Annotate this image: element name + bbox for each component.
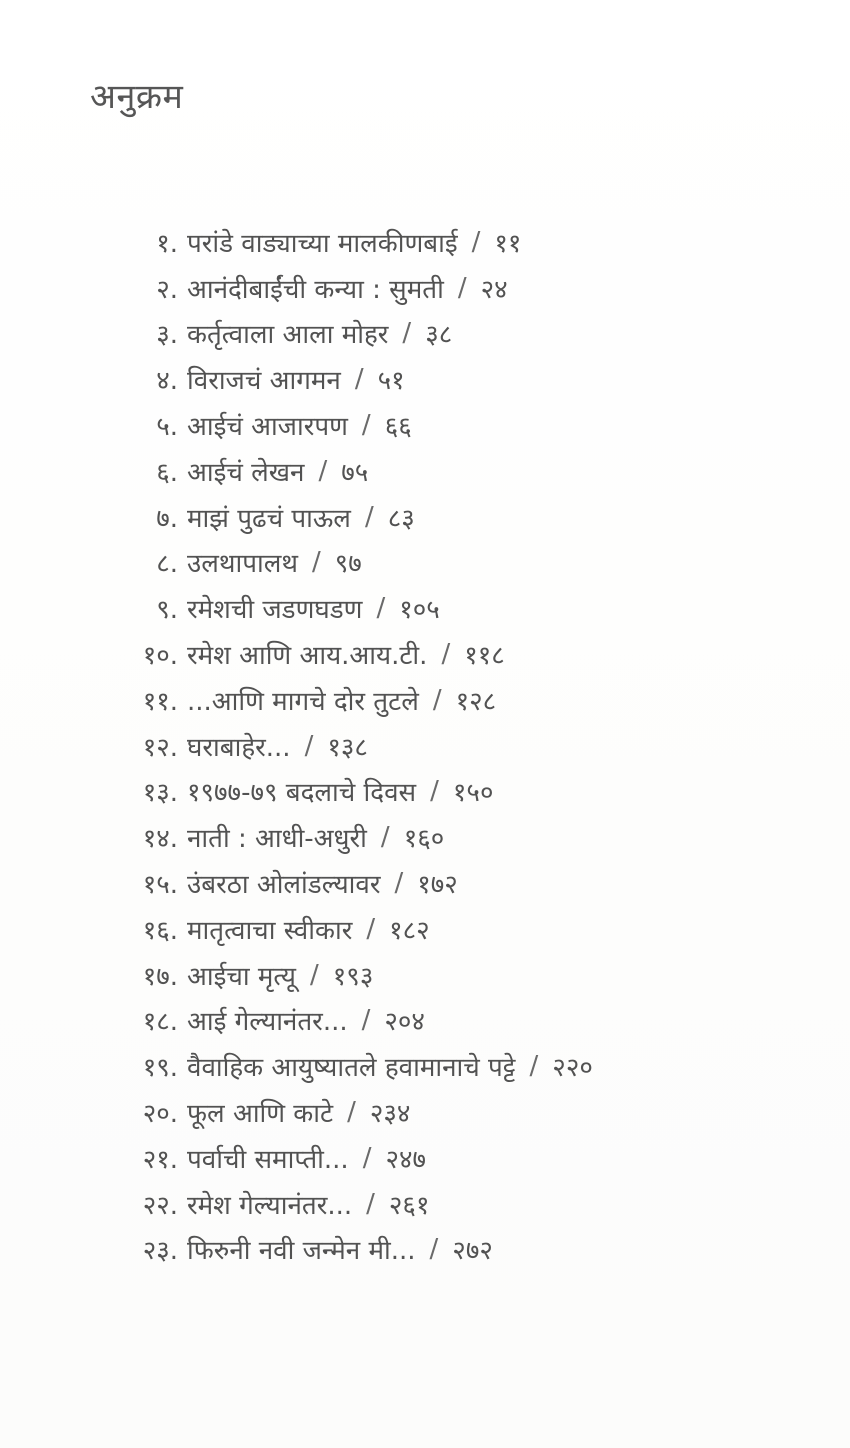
chapter-page-number: १२८ [455,686,497,717]
chapter-title: आई गेल्यानंतर... [187,1007,348,1038]
separator-slash: / [364,501,374,532]
toc-row [0,1089,850,1135]
toc-row [0,219,850,265]
chapter-page-number: २६१ [388,1190,430,1221]
chapter-number: २२. [142,1190,178,1221]
toc-row [0,906,850,952]
chapter-number: ६. [156,457,178,488]
chapter-page-number: ११ [494,228,522,259]
chapter-number: २१. [142,1144,178,1175]
chapter-number: १७. [142,961,178,992]
toc-row [0,494,850,540]
chapter-number: १४. [142,824,178,855]
chapter-page-number: ९७ [334,549,362,580]
chapter-page-number: २३४ [369,1099,411,1130]
chapter-number: ४. [156,366,178,397]
toc-row [0,448,850,494]
chapter-title: पर्वाची समाप्ती... [187,1144,349,1175]
separator-slash: / [362,1142,372,1173]
separator-slash: / [529,1051,539,1082]
toc-row [0,1227,850,1273]
separator-slash: / [354,364,364,395]
chapter-number: १५. [142,870,178,901]
toc-row [0,356,850,402]
chapter-title: आनंदीबाईंची कन्या : सुमती [187,274,444,305]
toc-row [0,952,850,998]
separator-slash: / [366,913,376,944]
toc-row [0,998,850,1044]
chapter-page-number: २०४ [384,1007,425,1038]
chapter-page-number: १३८ [327,732,368,763]
chapter-title: परांडे वाड्याच्या मालकीणबाई [187,228,458,259]
chapter-number: ९. [156,595,178,626]
toc-row [0,1135,850,1181]
table-of-contents [0,219,850,1272]
separator-slash: / [432,684,442,715]
separator-slash: / [361,410,371,441]
chapter-title: नाती : आधी-अधुरी [187,824,367,855]
chapter-number: २०. [142,1099,178,1130]
chapter-title: ...आणि मागचे दोर तुटले [187,686,419,717]
chapter-page-number: ६६ [384,412,412,443]
chapter-title: रमेश आणि आय.आय.टी. [187,641,428,672]
toc-row [0,540,850,586]
chapter-page-number: ११८ [464,641,505,672]
chapter-page-number: १७२ [417,870,458,901]
chapter-number: १९. [142,1053,178,1084]
chapter-title: विराजचं आगमन [187,366,341,397]
chapter-title: आईचं आजारपण [187,412,348,443]
chapter-page-number: १६० [403,824,445,855]
toc-row [0,311,850,357]
separator-slash: / [310,959,319,990]
page-title: अनुक्रम [90,77,184,117]
chapter-page-number: ५१ [377,366,405,397]
chapter-page-number: १९३ [332,961,374,992]
separator-slash: / [441,639,451,670]
chapter-number: १३. [142,778,178,809]
toc-row [0,860,850,906]
separator-slash: / [376,593,386,624]
chapter-title: कर्तृत्वाला आला मोहर [187,320,389,351]
chapter-page-number: १०५ [399,595,440,626]
toc-row [0,402,850,448]
chapter-number: १८. [142,1007,178,1038]
chapter-title: माझं पुढचं पाऊल [187,503,351,534]
separator-slash: / [394,868,404,899]
separator-slash: / [311,547,321,578]
chapter-title: फिरुनी नवी जन्मेन मी... [187,1236,416,1267]
chapter-page-number: १५० [452,778,494,809]
separator-slash: / [429,1234,439,1265]
chapter-page-number: ७५ [341,457,369,488]
chapter-title: रमेश गेल्यानंतर... [187,1190,353,1221]
chapter-title: घराबाहेर... [187,732,291,763]
separator-slash: / [430,776,439,807]
chapter-number: ११. [142,686,178,717]
chapter-title: १९७७-७९ बदलाचे दिवस [187,778,417,809]
separator-slash: / [457,272,467,303]
chapter-number: २३. [142,1236,178,1267]
toc-row [0,723,850,769]
chapter-number: ८. [156,549,178,580]
separator-slash: / [318,455,328,486]
chapter-number: १०. [142,641,178,672]
separator-slash: / [347,1097,356,1128]
chapter-number: ५. [156,412,178,443]
chapter-page-number: २२० [552,1053,593,1084]
toc-row [0,265,850,311]
chapter-page-number: ३८ [425,320,453,351]
chapter-page-number: २४७ [385,1144,427,1175]
chapter-number: २. [156,274,178,305]
toc-row [0,1181,850,1227]
chapter-page-number: १८२ [389,915,430,946]
chapter-number: १६. [142,915,178,946]
toc-row [0,677,850,723]
separator-slash: / [402,318,412,349]
chapter-page-number: २४ [480,274,508,305]
chapter-title: रमेशची जडणघडण [187,595,363,626]
separator-slash: / [380,822,390,853]
chapter-number: ७. [156,503,178,534]
toc-row [0,814,850,860]
chapter-title: आईचा मृत्यू [187,961,297,992]
toc-row [0,631,850,677]
chapter-title: वैवाहिक आयुष्यातले हवामानाचे पट्टे [187,1053,516,1084]
chapter-number: १. [156,228,178,259]
separator-slash: / [304,730,314,761]
chapter-title: आईचं लेखन [187,457,305,488]
separator-slash: / [366,1188,375,1219]
chapter-page-number: २७२ [452,1236,493,1267]
chapter-number: ३. [156,320,178,351]
toc-row [0,585,850,631]
separator-slash: / [361,1005,371,1036]
toc-row [0,1043,850,1089]
chapter-title: फूल आणि काटे [187,1099,334,1130]
chapter-number: १२. [142,732,178,763]
chapter-title: मातृत्वाचा स्वीकार [187,915,353,946]
chapter-title: उंबरठा ओलांडल्यावर [187,870,381,901]
chapter-page-number: ८३ [387,503,415,534]
toc-row [0,769,850,815]
separator-slash: / [471,226,481,257]
chapter-title: उलथापालथ [187,549,298,580]
